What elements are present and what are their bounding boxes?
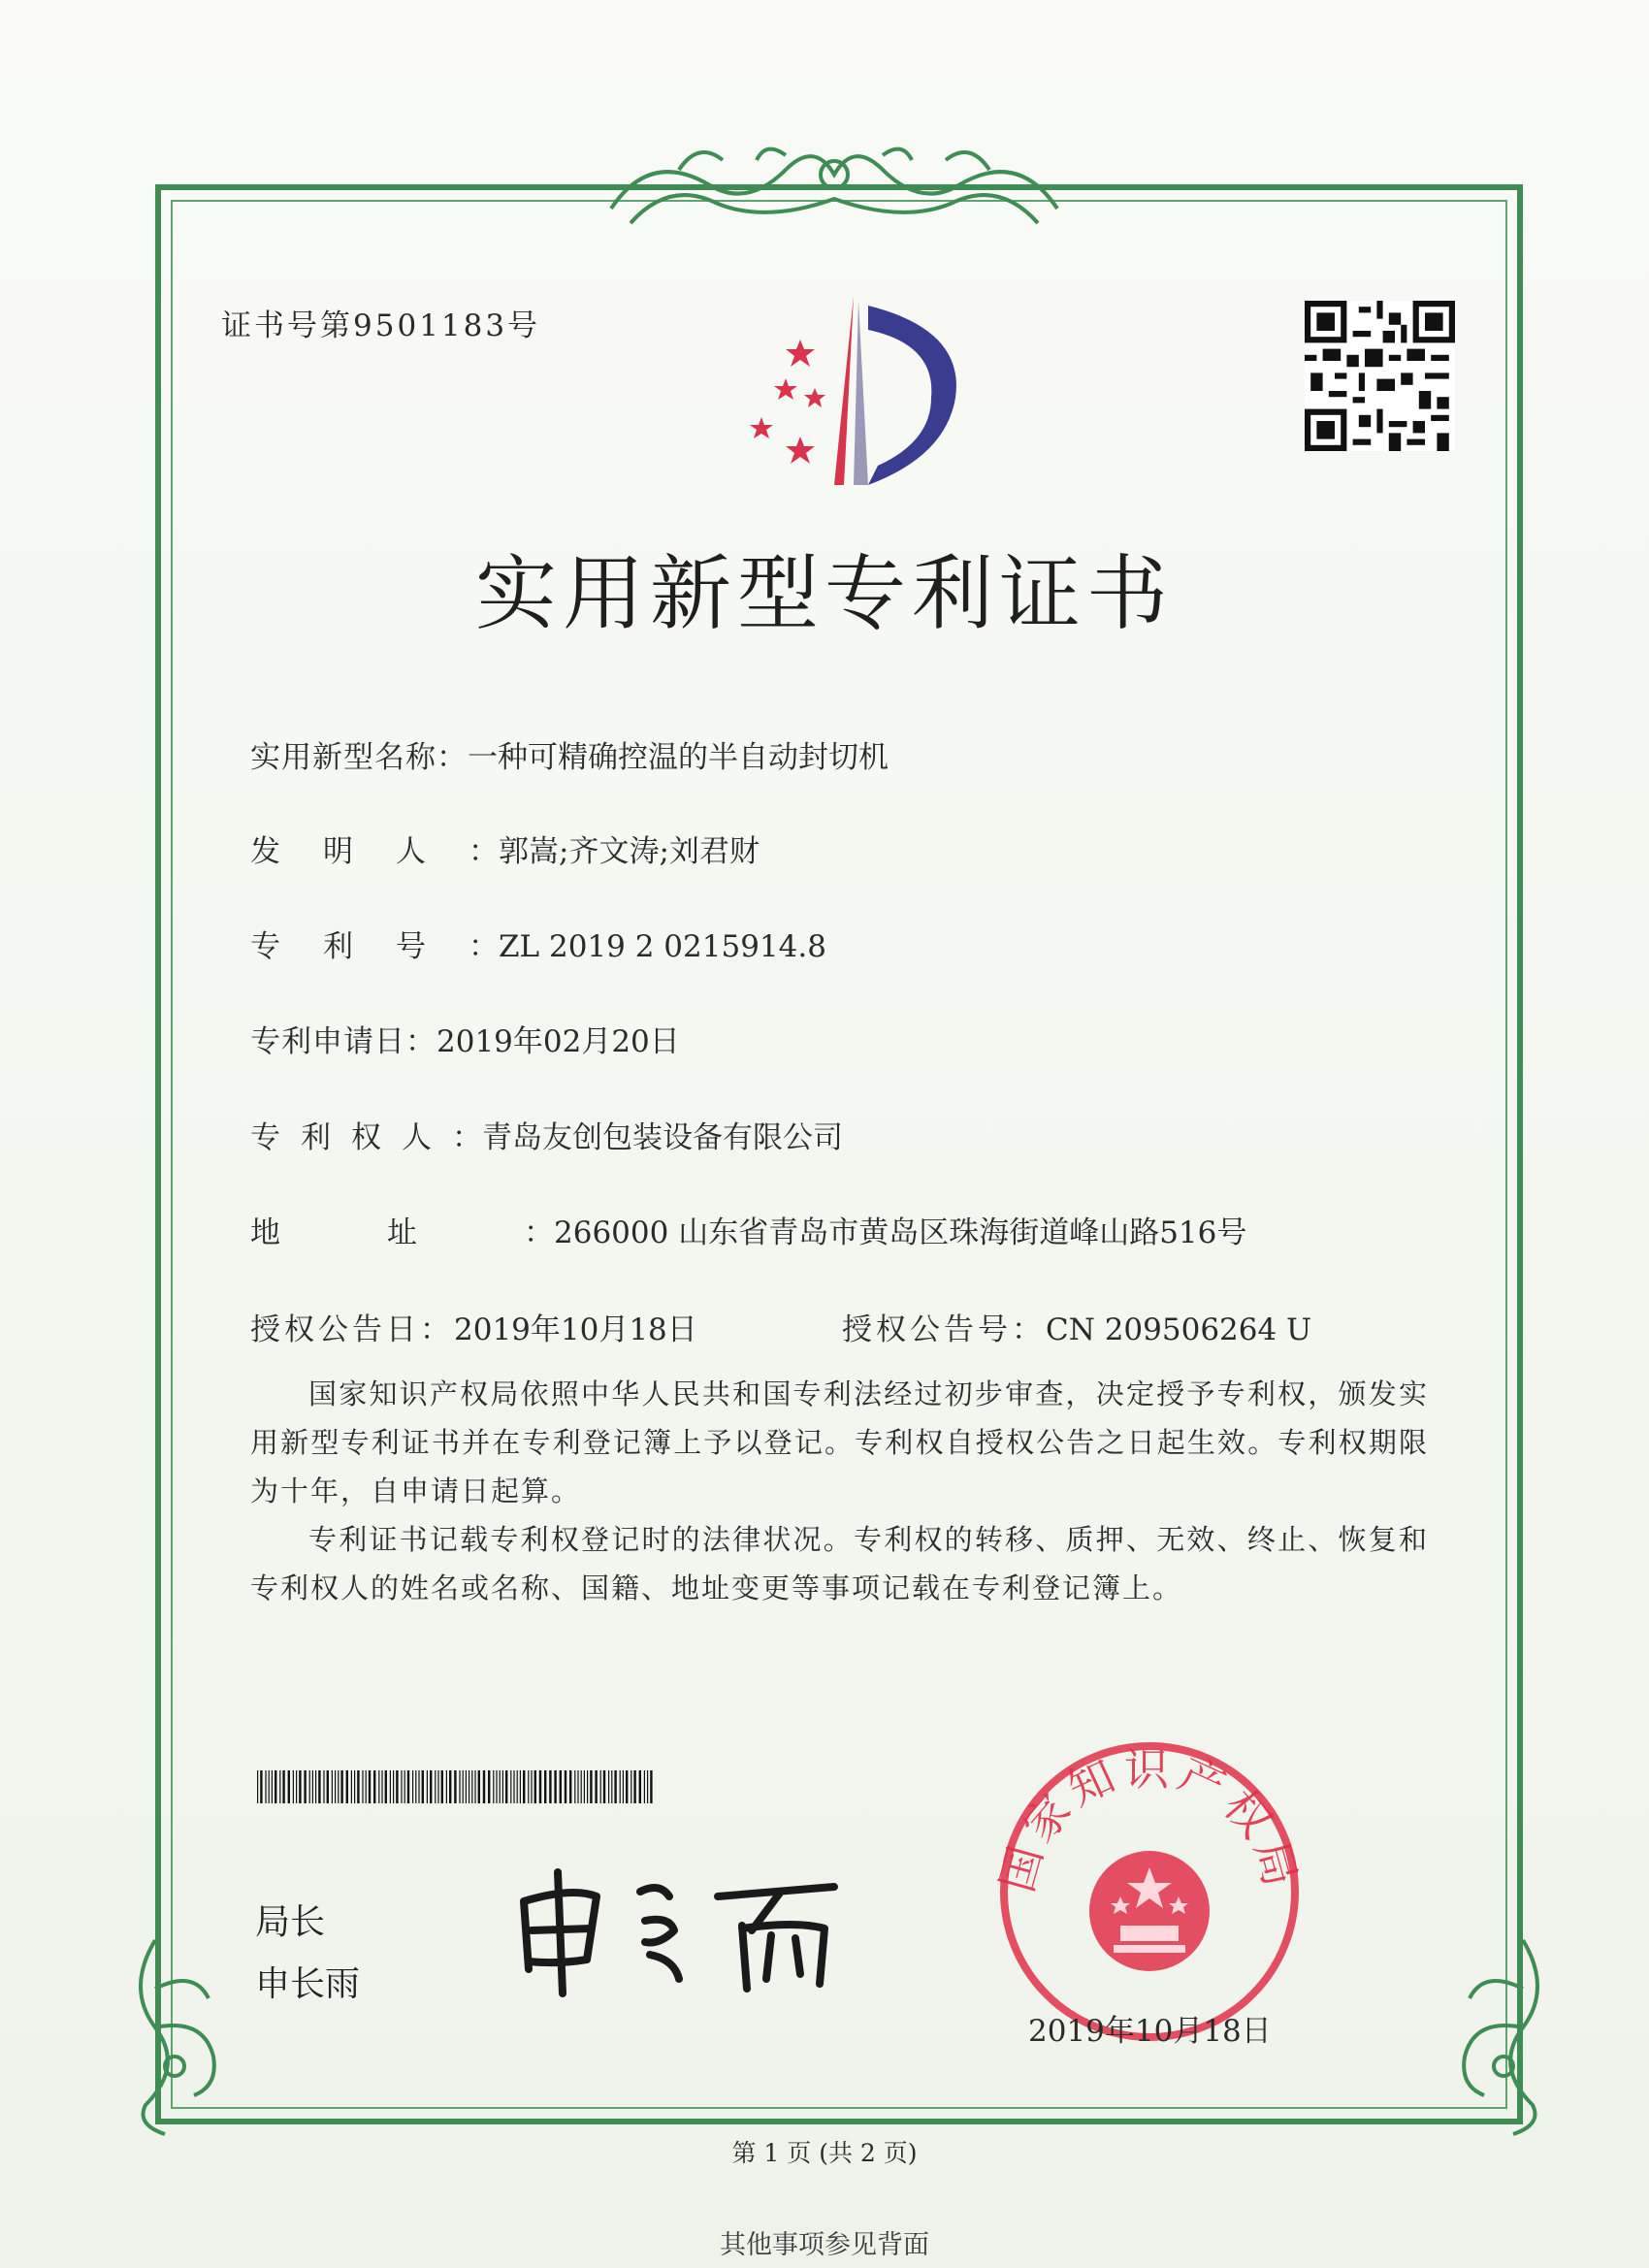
barcode-bar xyxy=(378,1770,379,1803)
body-paragraph-1: 国家知识产权局依照中华人民共和国专利法经过初步审查，决定授予专利权，颁发实用新型专利证书并在专利登记簿上予以登记。专利权自授权公告之日起生效。专利权期限为十年，自申请日起算。 xyxy=(250,1377,1429,1507)
barcode-bar xyxy=(441,1770,443,1803)
barcode-bar xyxy=(513,1770,514,1803)
barcode-bar xyxy=(312,1770,313,1803)
field-inventor xyxy=(250,826,760,870)
barcode-bar xyxy=(327,1770,329,1803)
seal-text: 国家知识产权局 xyxy=(989,1743,1310,1897)
barcode-bar xyxy=(449,1770,451,1803)
barcode-bar xyxy=(471,1770,472,1803)
seal-date: 2019年10月18日 xyxy=(1028,2014,1272,2049)
barcode-bar xyxy=(574,1770,575,1803)
barcode-bar xyxy=(354,1770,355,1803)
grant-no-label: 授权公告号： xyxy=(842,1312,1046,1347)
barcode-bar xyxy=(418,1770,419,1803)
barcode-bar xyxy=(315,1770,316,1803)
barcode-bar xyxy=(288,1770,290,1803)
director-block xyxy=(255,1892,360,2016)
body-paragraph-2: 专利证书记载专利权登记时的法律状况。专利权的转移、质押、无效、终止、恢复和专利权人的姓名或名称、国籍、地址变更等事项记载在专利登记簿上。 xyxy=(250,1523,1429,1604)
barcode-bar xyxy=(296,1770,297,1803)
barcode-bar xyxy=(614,1770,616,1803)
grant-no-value: CN 209506264 U xyxy=(1046,1312,1312,1347)
barcode-bar xyxy=(293,1770,294,1803)
barcode-bar xyxy=(309,1770,310,1803)
barcode-bar xyxy=(466,1770,467,1803)
barcode-bar xyxy=(620,1770,621,1803)
barcode-bar xyxy=(483,1770,485,1803)
barcode-bar xyxy=(565,1770,566,1803)
bottom-left-ornament xyxy=(116,1930,252,2144)
page-indicator: 第 1 页 (共 2 页) xyxy=(731,2139,918,2167)
patentee-value: 青岛友创包装设备有限公司 xyxy=(482,1120,843,1155)
barcode-bar xyxy=(590,1770,592,1803)
barcode-bar xyxy=(630,1770,631,1803)
barcode-bar xyxy=(396,1770,398,1803)
grant-date-value: 2019年10月18日 xyxy=(454,1312,697,1347)
barcode-bar xyxy=(362,1770,363,1803)
barcode-bar xyxy=(549,1770,551,1803)
field-grant-date xyxy=(250,1305,697,1348)
barcode-bar xyxy=(393,1770,394,1803)
barcode-bar xyxy=(595,1770,597,1803)
barcode-bar xyxy=(435,1770,436,1803)
barcode-bar xyxy=(260,1770,262,1803)
barcode-bar xyxy=(415,1770,416,1803)
barcode xyxy=(257,1770,655,1803)
barcode-bar xyxy=(323,1770,324,1803)
barcode-bar xyxy=(603,1770,605,1803)
barcode-bar xyxy=(338,1770,339,1803)
barcode-bar xyxy=(626,1770,628,1803)
director-title: 局长 xyxy=(255,1902,326,1942)
barcode-bar xyxy=(528,1770,529,1803)
barcode-bar xyxy=(505,1770,507,1803)
barcode-bar xyxy=(608,1770,609,1803)
barcode-bar xyxy=(357,1770,359,1803)
barcode-bar xyxy=(581,1770,582,1803)
director-name: 申长雨 xyxy=(255,1964,361,2004)
barcode-bar xyxy=(650,1770,652,1803)
barcode-bar xyxy=(523,1770,525,1803)
barcode-bar xyxy=(265,1770,266,1803)
barcode-bar xyxy=(496,1770,497,1803)
barcode-bar xyxy=(427,1770,428,1803)
barcode-bar xyxy=(404,1770,405,1803)
barcode-bar xyxy=(381,1770,382,1803)
barcode-bar xyxy=(463,1770,464,1803)
field-patent-number xyxy=(250,922,826,965)
barcode-bar xyxy=(332,1770,333,1803)
barcode-bar xyxy=(257,1770,258,1803)
inventor-value: 郭嵩;齐文涛;刘君财 xyxy=(499,834,760,869)
barcode-bar xyxy=(647,1770,648,1803)
barcode-bar xyxy=(437,1770,438,1803)
barcode-bar xyxy=(446,1770,447,1803)
barcode-bar xyxy=(346,1770,348,1803)
field-grant-number xyxy=(842,1305,1311,1348)
barcode-bar xyxy=(269,1770,270,1803)
name-value: 一种可精确控温的半自动封切机 xyxy=(468,740,889,775)
field-address xyxy=(250,1208,1246,1251)
barcode-bar xyxy=(531,1770,532,1803)
barcode-bar xyxy=(478,1770,480,1803)
filing-date-label: 专利申请日： xyxy=(250,1024,436,1059)
barcode-bar xyxy=(351,1770,352,1803)
barcode-bar xyxy=(600,1770,601,1803)
barcode-bar xyxy=(373,1770,375,1803)
barcode-bar xyxy=(366,1770,367,1803)
barcode-bar xyxy=(569,1770,571,1803)
barcode-bar xyxy=(500,1770,501,1803)
filing-date-value: 2019年02月20日 xyxy=(436,1024,680,1059)
barcode-bar xyxy=(407,1770,409,1803)
barcode-bar xyxy=(560,1770,562,1803)
cnipa-logo xyxy=(723,291,965,495)
barcode-bar xyxy=(474,1770,475,1803)
barcode-bar xyxy=(577,1770,578,1803)
address-value: 266000 山东省青岛市黄岛区珠海街道峰山路516号 xyxy=(554,1215,1247,1250)
barcode-bar xyxy=(385,1770,387,1803)
barcode-bar xyxy=(299,1770,301,1803)
barcode-bar xyxy=(275,1770,276,1803)
address-label: 地址： xyxy=(250,1215,661,1250)
barcode-bar xyxy=(459,1770,460,1803)
barcode-bar xyxy=(644,1770,645,1803)
barcode-bar xyxy=(539,1770,541,1803)
barcode-bar xyxy=(282,1770,284,1803)
barcode-bar xyxy=(488,1770,490,1803)
patent-no-value: ZL 2019 2 0215914.8 xyxy=(499,929,826,964)
barcode-bar xyxy=(422,1770,424,1803)
barcode-bar xyxy=(401,1770,402,1803)
field-filing-date xyxy=(250,1017,680,1060)
patentee-label: 专利权人： xyxy=(250,1120,502,1155)
grant-date-label: 授权公告日： xyxy=(250,1312,454,1347)
certificate-title: 实用新型专利证书 xyxy=(474,546,1174,641)
inventor-label: 发明人： xyxy=(250,834,541,869)
barcode-bar xyxy=(272,1770,273,1803)
barcode-bar xyxy=(369,1770,371,1803)
director-signature xyxy=(504,1853,854,1998)
body-paragraphs xyxy=(250,1370,1429,1612)
top-ornament xyxy=(592,131,1077,238)
barcode-bar xyxy=(340,1770,342,1803)
barcode-bar xyxy=(454,1770,456,1803)
barcode-bar xyxy=(633,1770,635,1803)
barcode-bar xyxy=(544,1770,546,1803)
barcode-bar xyxy=(639,1770,641,1803)
barcode-bar xyxy=(534,1770,536,1803)
barcode-bar xyxy=(517,1770,518,1803)
barcode-bar xyxy=(611,1770,612,1803)
barcode-bar xyxy=(335,1770,336,1803)
bottom-right-ornament xyxy=(1426,1930,1562,2144)
barcode-bar xyxy=(493,1770,494,1803)
name-label: 实用新型名称： xyxy=(250,740,468,775)
barcode-bar xyxy=(584,1770,585,1803)
barcode-bar xyxy=(279,1770,280,1803)
patent-no-label: 专利号： xyxy=(250,929,541,964)
barcode-bar xyxy=(318,1770,320,1803)
field-utility-model-name xyxy=(250,732,889,776)
official-seal xyxy=(989,1732,1310,2052)
barcode-bar xyxy=(510,1770,511,1803)
barcode-bar xyxy=(520,1770,521,1803)
barcode-bar xyxy=(430,1770,432,1803)
barcode-bar xyxy=(554,1770,556,1803)
barcode-bar xyxy=(623,1770,624,1803)
field-patentee xyxy=(250,1113,843,1156)
back-note: 其他事项参见背面 xyxy=(720,2230,929,2260)
barcode-bar xyxy=(390,1770,391,1803)
qr-code xyxy=(1305,301,1455,451)
barcode-bar xyxy=(502,1770,503,1803)
barcode-bar xyxy=(587,1770,588,1803)
barcode-bar xyxy=(412,1770,413,1803)
barcode-bar xyxy=(304,1770,306,1803)
certificate-number: 证书号第9501183号 xyxy=(221,308,541,343)
